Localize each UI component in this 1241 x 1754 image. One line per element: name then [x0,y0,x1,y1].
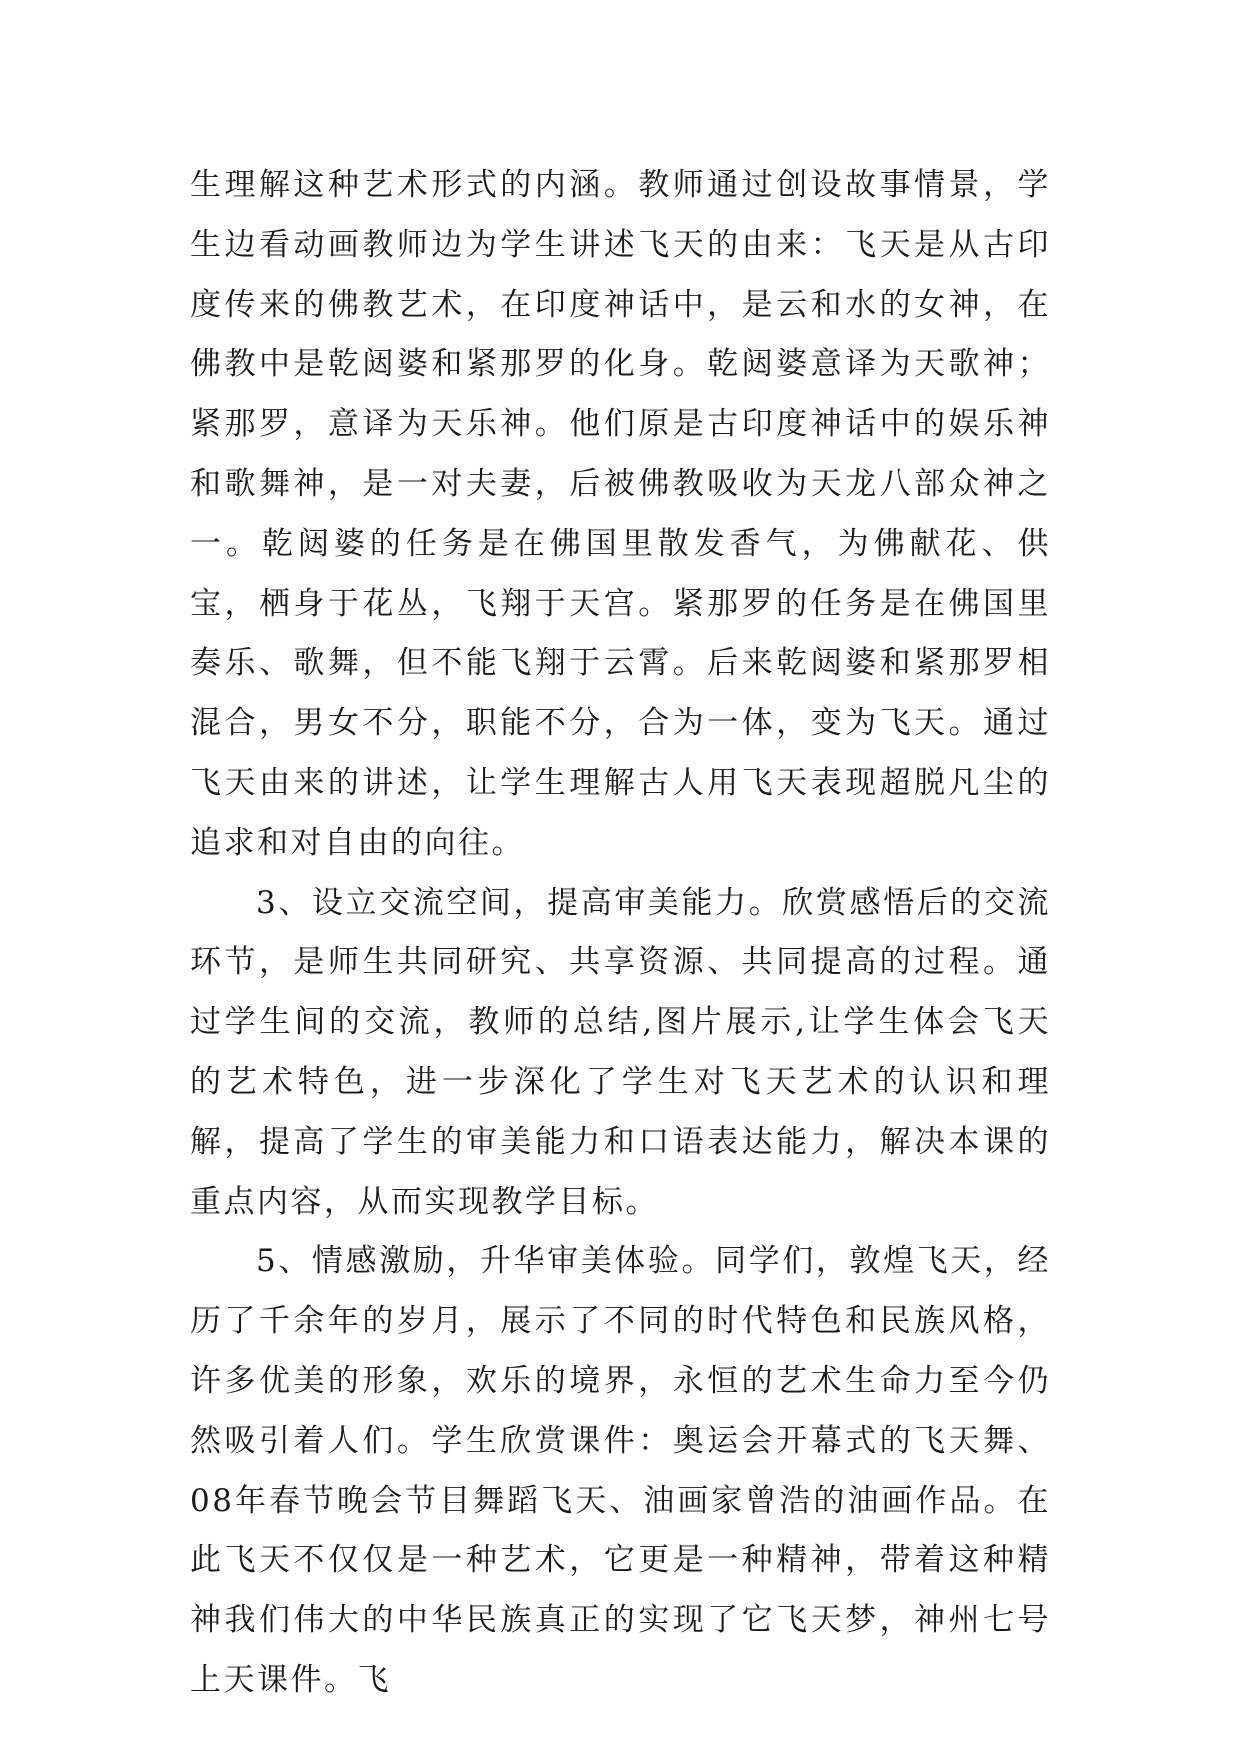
paragraph-3: 5、情感激励，升华审美体验。同学们，敦煌飞天，经历了千余年的岁月，展示了不同的时代特色和民族风格，许多优美的形象，欢乐的境界，永恒的艺术生命力至今仍然吸引着人们。学生欣赏课件：奥运会开幕式的飞天舞、08年春节晚会节目舞蹈飞天、油画家曾浩的油画作品。在此飞天不仅仅是一种艺术，它更是一种精神，带着这种精神我们伟大的中华民族真正的实现了它飞天梦，神州七号上天课件。飞 [190,1243,1051,1698]
document-body [190,156,1051,1711]
paragraph-2: 3、设立交流空间，提高审美能力。欣赏感悟后的交流环节，是师生共同研究、共享资源、共同提高的过程。通过学生间的交流，教师的总结,图片展示,让学生体会飞天的艺术特色，进一步深化了学生对飞天艺术的认识和理解，提高了学生的审美能力和口语表达能力，解决本课的重点内容，从而实现教学目标。 [190,884,1051,1220]
paragraph-1: 生理解这种艺术形式的内涵。教师通过创设故事情景，学生边看动画教师边为学生讲述飞天的由来：飞天是从古印度传来的佛教艺术，在印度神话中，是云和水的女神，在佛教中是乾闼婆和紧那罗的化身。乾闼婆意译为天歌神；紧那罗，意译为天乐神。他们原是古印度神话中的娱乐神和歌舞神，是一对夫妻，后被佛教吸收为天龙八部众神之一。乾闼婆的任务是在佛国里散发香气，为佛献花、供宝，栖身于花丛，飞翔于天宫。紧那罗的任务是在佛国里奏乐、歌舞，但不能飞翔于云霄。后来乾闼婆和紧那罗相混合，男女不分，职能不分，合为一体，变为飞天。通过飞天由来的讲述，让学生理解古人用飞天表现超脱凡尘的追求和对自由的向往。 [190,167,1051,861]
